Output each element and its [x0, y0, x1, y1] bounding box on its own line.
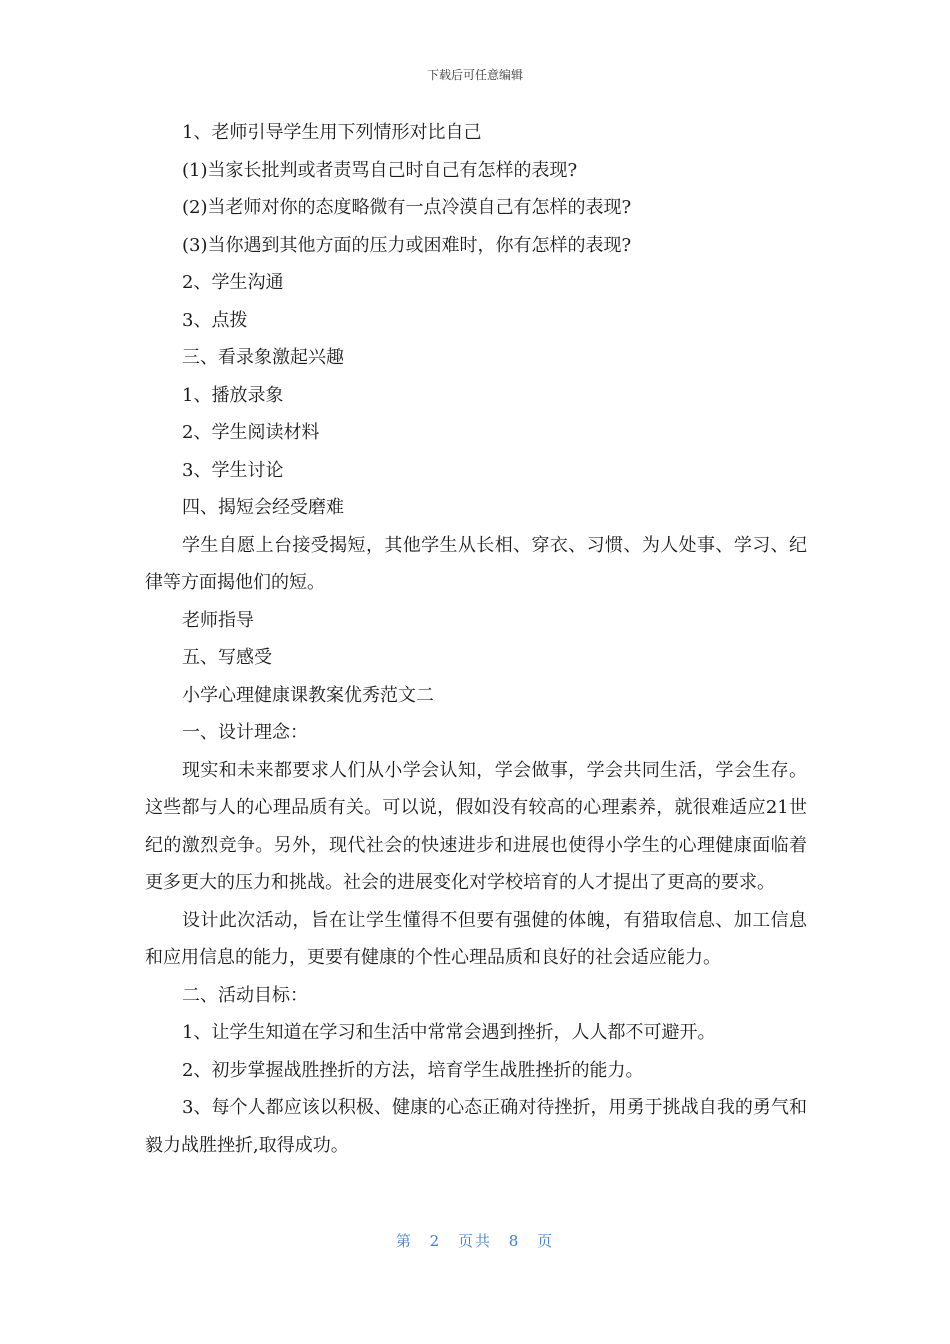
paragraph: (3)当你遇到其他方面的压力或困难时，你有怎样的表现?	[182, 234, 632, 256]
paragraph: 3、学生讨论	[182, 459, 284, 481]
paragraph: (1)当家长批判或者责骂自己时自己有怎样的表现?	[182, 159, 578, 181]
paragraph: 1、让学生知道在学习和生活中常常会遇到挫折，人人都不可避开。	[182, 1022, 716, 1043]
section-heading: 四、揭短会经受磨难	[182, 497, 344, 518]
paragraph: 3、每个人都应该以积极、健康的心态正确对待挫折，用勇于挑战自我的勇气和毅力战胜挫折,取得成功。	[145, 1097, 807, 1156]
paragraph: 老师指导	[182, 609, 254, 631]
paragraph: (2)当老师对你的态度略微有一点冷漠自己有怎样的表现?	[182, 197, 632, 218]
page-number: 第 2 页共 8 页	[395, 1232, 555, 1250]
section-heading: 三、看录象激起兴趣	[182, 347, 344, 368]
paragraph: 1、老师引导学生用下列情形对比自己	[182, 122, 482, 143]
paragraph: 设计此次活动，旨在让学生懂得不但要有强健的体魄，有猎取信息、加工信息和应用信息的能力，更要有健康的个性心理品质和良好的社会适应能力。	[145, 909, 807, 968]
paragraph: 现实和未来都要求人们从小学会认知，学会做事，学会共同生活，学会生存。这些都与人的心理品质有关。可以说，假如没有较高的心理素养，就很难适应21世纪的激烈竞争。另外，现代社会的快速进步和进展也使得小学生的心理健康面临着更多更大的压力和挑战。社会的进展变化对学校培育的人才提出了更高的要求。	[145, 759, 807, 893]
paragraph: 1、播放录象	[182, 384, 284, 406]
document-subtitle: 小学心理健康课教案优秀范文二	[182, 684, 434, 706]
paragraph: 2、学生沟通	[182, 272, 284, 293]
paragraph: 3、点拨	[182, 309, 248, 331]
paragraph: 学生自愿上台接受揭短，其他学生从长相、穿衣、习惯、为人处事、学习、纪律等方面揭他们的短。	[145, 534, 807, 593]
paragraph: 2、初步掌握战胜挫折的方法，培育学生战胜挫折的能力。	[182, 1059, 644, 1081]
section-heading: 五、写感受	[182, 647, 272, 668]
document-body	[145, 114, 807, 1164]
section-heading: 二、活动目标：	[182, 984, 308, 1006]
paragraph: 2、学生阅读材料	[182, 422, 320, 443]
section-heading: 一、设计理念：	[182, 722, 308, 743]
header-note: 下载后可任意编辑	[426, 68, 523, 82]
